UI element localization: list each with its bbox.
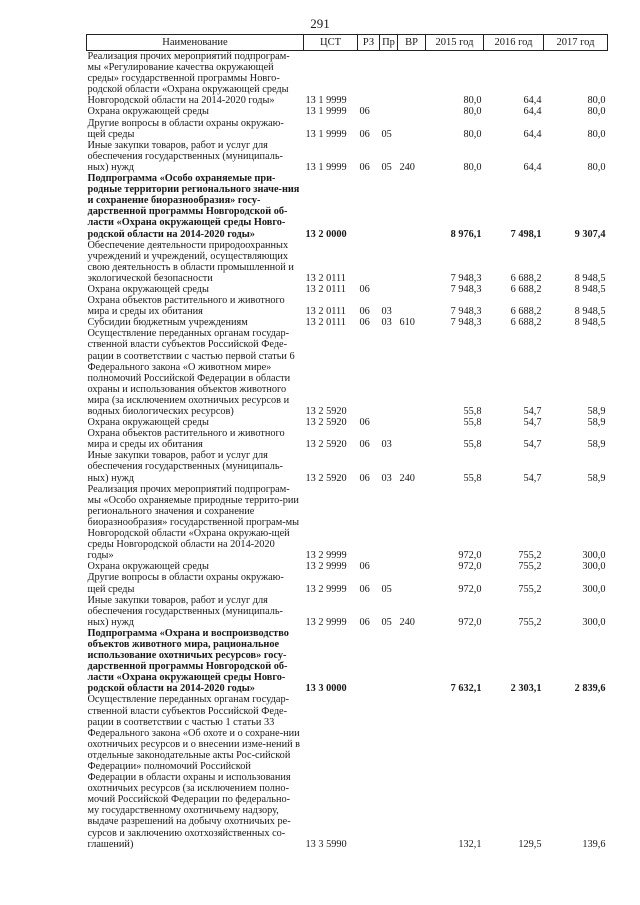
row-pr-cell xyxy=(380,561,398,572)
row-name-cell: Субсидии бюджетным учреждениям xyxy=(87,317,248,329)
column-header-rz: РЗ xyxy=(358,35,380,51)
row-pr-cell xyxy=(380,628,398,695)
row-2016-cell: 54,7 xyxy=(523,406,542,417)
row-cst-cell: 13 2 5920 xyxy=(305,472,347,484)
column-header-name: Наименование xyxy=(87,35,304,51)
row-2015-cell: 7 948,3 xyxy=(450,306,482,318)
row-cst-cell: 13 3 5990 xyxy=(305,838,347,850)
table-row xyxy=(87,140,608,173)
table-row xyxy=(87,694,608,849)
row-2015-cell: 132,1 xyxy=(458,838,482,850)
row-pr-cell: 05 xyxy=(381,161,392,173)
table-body xyxy=(87,51,608,850)
row-2017-cell: 8 948,5 xyxy=(574,272,606,284)
row-2015-cell: 80,0 xyxy=(463,128,482,140)
row-2017-cell: 58,9 xyxy=(587,439,606,451)
column-header-2015: 2015 год xyxy=(426,35,484,51)
row-2016-cell: 6 688,2 xyxy=(510,272,542,284)
row-cst-cell: 13 1 9999 xyxy=(305,95,347,107)
row-cst-cell: 13 2 9999 xyxy=(305,583,347,595)
row-2017-cell: 300,0 xyxy=(582,561,606,573)
row-2017-cell: 300,0 xyxy=(582,616,606,628)
row-name-cell: Охрана объектов растительного и животного мира и среды их обитания xyxy=(87,295,285,318)
row-name-cell: Иные закупки товаров, работ и услуг для обеспечения государственных (муниципаль-ных) нужд xyxy=(87,594,283,628)
row-pr-cell xyxy=(380,417,398,428)
row-cst-cell: 13 2 0000 xyxy=(305,228,347,240)
row-2015-cell: 972,0 xyxy=(458,616,482,628)
row-pr-cell: 03 xyxy=(381,306,392,318)
row-name-cell: Обеспечение деятельности природоохранных учреждений и учреждений, осуществляющих свою деятельность в области промышленной и экологической безопасности xyxy=(87,239,294,284)
row-cst-cell: 13 1 9999 xyxy=(305,128,347,140)
row-rz-cell: 06 xyxy=(359,161,370,173)
row-name-cell: Подпрограмма «Охрана и воспроизводство объектов животного мира, рациональное использование охотничьих ресурсов» госу-дарственной программы Новгородской об-ласти «Охрана окружающей среды Новго-родской области на 2014-2020 годы» xyxy=(87,627,289,695)
row-rz-cell: 06 xyxy=(359,128,370,140)
row-rz-cell: 06 xyxy=(359,283,370,295)
row-rz-cell: 06 xyxy=(359,439,370,451)
row-name-cell: Осуществление переданных органам государ-ственной власти субъектов Российской Феде-рации в соответствии с частью первой статьи 6 Федерального закона «О животном мире» полномочий Российской Федерации в области охраны и использования объектов животного мира (за исключением охотничьих ресурсов и водных биологических ресурсов) xyxy=(87,328,295,417)
row-vr-cell xyxy=(398,295,426,317)
row-pr-cell: 05 xyxy=(381,583,392,595)
row-vr-cell xyxy=(398,118,426,140)
row-cst-cell: 13 2 0111 xyxy=(305,306,346,318)
row-name-cell: Охрана окружающей среды xyxy=(87,283,209,295)
row-2016-cell: 54,7 xyxy=(523,472,542,484)
row-2017-cell: 80,0 xyxy=(587,128,606,140)
row-2017-cell: 58,9 xyxy=(587,417,606,429)
row-2015-cell: 80,0 xyxy=(463,161,482,173)
row-2017-cell: 8 948,5 xyxy=(574,306,606,318)
row-name-cell: Охрана окружающей среды xyxy=(87,417,209,429)
table-row xyxy=(87,628,608,695)
row-cst-cell: 13 1 9999 xyxy=(305,161,347,173)
row-name-cell: Охрана объектов растительного и животного мира и среды их обитания xyxy=(87,428,285,451)
row-cst-cell: 13 2 0111 xyxy=(305,272,346,284)
row-vr-cell: 240 xyxy=(399,161,415,173)
row-rz-cell: 06 xyxy=(359,583,370,595)
row-vr-cell xyxy=(398,51,426,107)
row-2017-cell: 139,6 xyxy=(582,838,606,850)
page-number: 291 xyxy=(310,16,330,31)
table-row xyxy=(87,428,608,450)
row-2015-cell: 7 948,3 xyxy=(450,283,482,295)
table-row xyxy=(87,106,608,117)
row-rz-cell: 06 xyxy=(359,472,370,484)
row-pr-cell xyxy=(380,484,398,562)
row-2016-cell: 129,5 xyxy=(518,838,542,850)
row-pr-cell xyxy=(380,240,398,284)
row-2016-cell: 2 303,1 xyxy=(510,683,542,695)
table-row xyxy=(87,561,608,572)
row-vr-cell xyxy=(398,328,426,417)
row-2017-cell: 58,9 xyxy=(587,472,606,484)
row-cst-cell: 13 2 9999 xyxy=(305,616,347,628)
row-2017-cell: 2 839,6 xyxy=(574,683,606,695)
table-row xyxy=(87,240,608,284)
column-header-cst: ЦСТ xyxy=(304,35,358,51)
row-rz-cell xyxy=(358,694,380,849)
table-row xyxy=(87,317,608,328)
row-2016-cell: 54,7 xyxy=(523,439,542,451)
row-vr-cell xyxy=(398,417,426,428)
row-cst-cell: 13 2 0111 xyxy=(305,283,346,295)
row-pr-cell: 03 xyxy=(381,472,392,484)
budget-table xyxy=(86,34,608,850)
row-2015-cell: 972,0 xyxy=(458,561,482,573)
table-row xyxy=(87,417,608,428)
row-pr-cell: 03 xyxy=(381,317,392,329)
table-row xyxy=(87,295,608,317)
row-vr-cell xyxy=(398,572,426,594)
column-header-2016: 2016 год xyxy=(484,35,544,51)
row-vr-cell xyxy=(398,628,426,695)
row-2016-cell: 6 688,2 xyxy=(510,306,542,318)
row-2017-cell: 80,0 xyxy=(587,161,606,173)
row-rz-cell: 06 xyxy=(359,317,370,329)
row-2017-cell: 8 948,5 xyxy=(574,317,606,329)
row-name-cell: Иные закупки товаров, работ и услуг для обеспечения государственных (муниципаль-ных) нужд xyxy=(87,450,283,484)
row-2016-cell: 755,2 xyxy=(518,561,542,573)
row-name-cell: Осуществление переданных органам государ-ственной власти субъектов Российской Феде-рации в соответствии с частью 1 статьи 33 Федерального закона «Об охоте и о сохране-нии охотничьих ресурсов и о внесении изме-нений в отдельные законодательные акты Рос-сийской Федерации» полномочий Российской Федерации в области охраны и использования охотничьих ресурсов (за исключением полно-мочий Российской Федерации по федерально-му государственному охотничьему надзору, выдаче разрешений на добычу охотничьих ре-сурсов и заключению охотхозяйственных со-глашений) xyxy=(87,694,301,850)
row-2015-cell: 80,0 xyxy=(463,106,482,118)
table-row xyxy=(87,484,608,562)
row-name-cell: Реализация прочих мероприятий подпрограм-мы «Регулирование качества окружающей среды» государственной программы Новго-родской области «Охрана окружающей среды Новгородской области на 2014-2020 годы» xyxy=(87,51,290,107)
row-vr-cell: 240 xyxy=(399,472,415,484)
row-2016-cell: 64,4 xyxy=(523,128,542,140)
row-2017-cell: 9 307,4 xyxy=(574,228,606,240)
row-vr-cell xyxy=(398,173,426,240)
row-2015-cell: 55,8 xyxy=(463,406,482,417)
row-pr-cell xyxy=(380,694,398,849)
row-cst-cell: 13 2 0111 xyxy=(305,317,346,329)
table-row xyxy=(87,284,608,295)
row-2017-cell: 300,0 xyxy=(582,550,606,562)
row-pr-cell xyxy=(380,284,398,295)
row-rz-cell: 06 xyxy=(359,561,370,573)
row-vr-cell xyxy=(398,284,426,295)
row-2015-cell: 80,0 xyxy=(463,95,482,107)
row-rz-cell xyxy=(358,173,380,240)
row-2016-cell: 755,2 xyxy=(518,550,542,562)
row-vr-cell: 610 xyxy=(399,317,415,329)
table-row xyxy=(87,173,608,240)
row-2017-cell: 300,0 xyxy=(582,583,606,595)
row-vr-cell xyxy=(398,484,426,562)
row-name-cell: Иные закупки товаров, работ и услуг для обеспечения государственных (муниципаль-ных) нужд xyxy=(87,139,283,173)
row-2016-cell: 755,2 xyxy=(518,583,542,595)
row-name-cell: Подпрограмма «Особо охраняемые при-родные территории регионального значе-ния и сохранение биоразнообразия» госу-дарственной программы Новгородской об-ласти «Охрана окружающей среды Новго-родской области на 2014-2020 годы» xyxy=(87,173,300,240)
row-cst-cell: 13 2 5920 xyxy=(305,406,347,417)
row-2015-cell: 55,8 xyxy=(463,472,482,484)
row-rz-cell xyxy=(358,51,380,107)
row-pr-cell xyxy=(380,328,398,417)
row-2016-cell: 64,4 xyxy=(523,106,542,118)
row-pr-cell xyxy=(380,51,398,107)
row-name-cell: Охрана окружающей среды xyxy=(87,106,209,118)
row-cst-cell: 13 2 5920 xyxy=(305,439,347,451)
row-pr-cell xyxy=(380,106,398,117)
column-header-2017: 2017 год xyxy=(544,35,608,51)
row-cst-cell: 13 2 9999 xyxy=(305,550,347,562)
row-cst-cell: 13 2 5920 xyxy=(305,417,347,429)
row-2016-cell: 755,2 xyxy=(518,616,542,628)
row-2015-cell: 8 976,1 xyxy=(450,228,482,240)
row-rz-cell: 06 xyxy=(359,106,370,118)
table-header-row xyxy=(87,35,608,51)
row-2015-cell: 7 632,1 xyxy=(450,683,482,695)
row-vr-cell xyxy=(398,428,426,450)
row-2015-cell: 55,8 xyxy=(463,439,482,451)
row-2016-cell: 64,4 xyxy=(523,161,542,173)
row-pr-cell: 05 xyxy=(381,128,392,140)
row-rz-cell xyxy=(358,240,380,284)
row-rz-cell xyxy=(358,628,380,695)
row-2017-cell: 80,0 xyxy=(587,95,606,107)
row-pr-cell: 03 xyxy=(381,439,392,451)
table-row xyxy=(87,450,608,483)
row-2015-cell: 7 948,3 xyxy=(450,317,482,329)
row-2015-cell: 7 948,3 xyxy=(450,272,482,284)
table-row xyxy=(87,51,608,107)
row-rz-cell: 06 xyxy=(359,306,370,318)
row-rz-cell: 06 xyxy=(359,417,370,429)
row-2016-cell: 6 688,2 xyxy=(510,317,542,329)
row-vr-cell xyxy=(398,694,426,849)
row-rz-cell xyxy=(358,328,380,417)
row-rz-cell: 06 xyxy=(359,616,370,628)
row-2017-cell: 8 948,5 xyxy=(574,283,606,295)
row-2015-cell: 972,0 xyxy=(458,550,482,562)
row-2016-cell: 54,7 xyxy=(523,417,542,429)
row-2015-cell: 972,0 xyxy=(458,583,482,595)
table-row xyxy=(87,595,608,628)
row-2017-cell: 58,9 xyxy=(587,406,606,417)
column-header-vr: ВР xyxy=(398,35,426,51)
row-2016-cell: 6 688,2 xyxy=(510,283,542,295)
row-cst-cell: 13 2 9999 xyxy=(305,561,347,573)
row-2015-cell: 55,8 xyxy=(463,417,482,429)
row-name-cell: Другие вопросы в области охраны окружаю-щей среды xyxy=(87,572,284,595)
row-2016-cell: 7 498,1 xyxy=(510,228,542,240)
row-vr-cell: 240 xyxy=(399,616,415,628)
column-header-pr: Пр xyxy=(380,35,398,51)
row-vr-cell xyxy=(398,561,426,572)
row-name-cell: Охрана окружающей среды xyxy=(87,561,209,573)
row-cst-cell: 13 3 0000 xyxy=(305,683,347,695)
table-row xyxy=(87,118,608,140)
row-pr-cell xyxy=(380,173,398,240)
row-cst-cell: 13 1 9999 xyxy=(305,106,347,118)
row-vr-cell xyxy=(398,106,426,117)
row-2017-cell: 80,0 xyxy=(587,106,606,118)
row-2016-cell: 64,4 xyxy=(523,95,542,107)
row-rz-cell xyxy=(358,484,380,562)
row-pr-cell: 05 xyxy=(381,616,392,628)
row-name-cell: Другие вопросы в области охраны окружаю-щей среды xyxy=(87,117,284,140)
table-row xyxy=(87,572,608,594)
row-name-cell: Реализация прочих мероприятий подпрограм-мы «Особо охраняемые природные террито-рии регионального значения и сохранение биоразнообразия» государственной програм-мы Новгородской области «Охрана окружаю-щей среды Новгородской области на 2014-2020 годы» xyxy=(87,483,300,562)
row-vr-cell xyxy=(398,240,426,284)
table-row xyxy=(87,328,608,417)
